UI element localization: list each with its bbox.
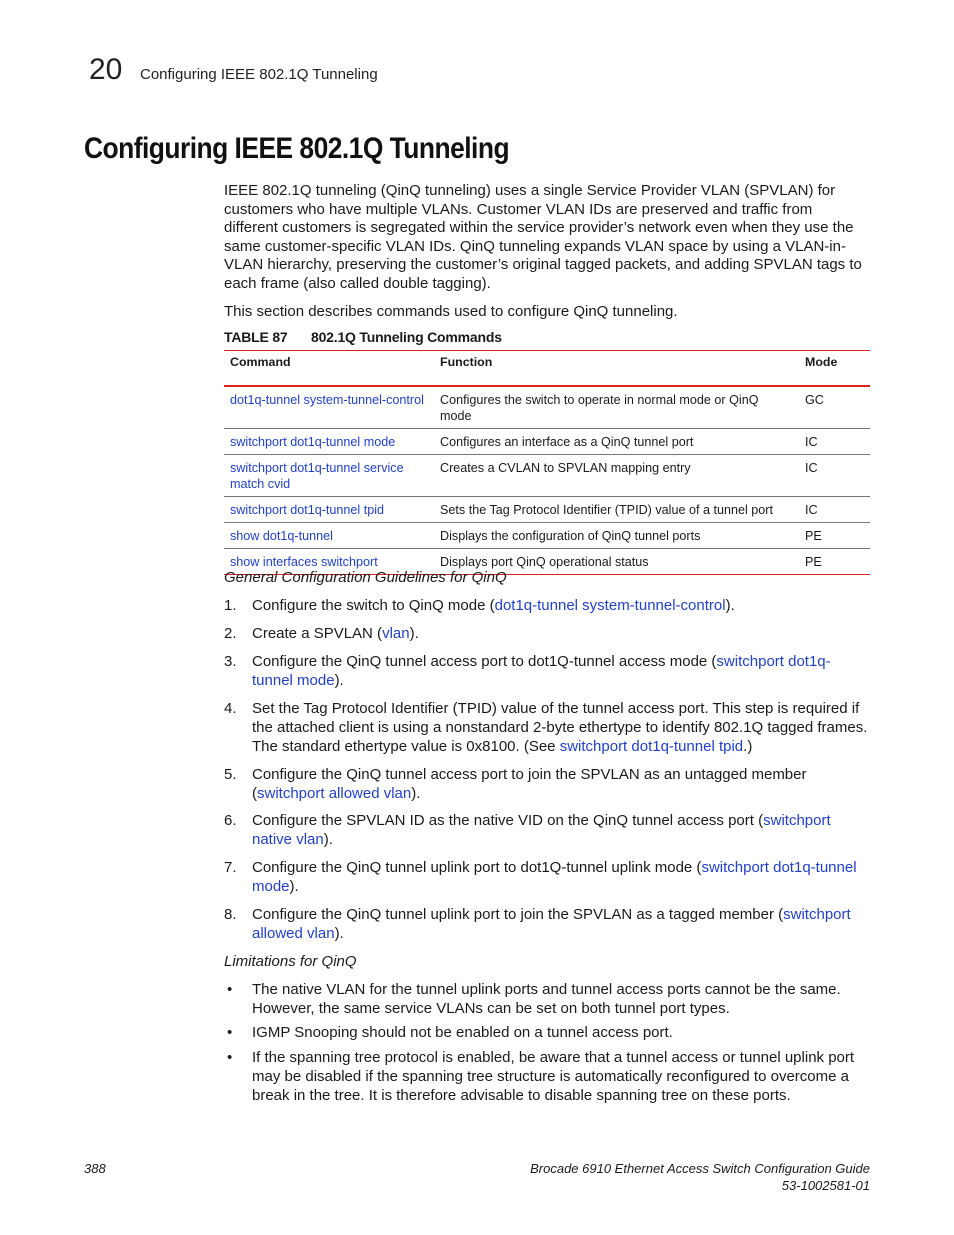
- guidelines-heading: General Configuration Guidelines for QinQ: [224, 569, 507, 586]
- command-link[interactable]: show dot1q-tunnel: [230, 529, 333, 543]
- step-text-end: .): [743, 737, 753, 755]
- table-caption-label: TABLE 87: [224, 329, 288, 345]
- step-text-end: ).: [334, 671, 344, 689]
- step-link[interactable]: switchport dot1q-tunnel mode: [252, 859, 857, 895]
- table-row: [224, 497, 870, 523]
- bullet-icon: •: [227, 1024, 233, 1041]
- function-cell: Configures the switch to operate in normal mode or QinQ mode: [440, 393, 759, 423]
- table-caption-title: 802.1Q Tunneling Commands: [311, 329, 502, 345]
- step-text: Configure the QinQ tunnel access port to dot1Q-tunnel access mode (: [252, 653, 717, 670]
- command-link[interactable]: switchport dot1q-tunnel mode: [230, 435, 396, 449]
- limitation-text: The native VLAN for the tunnel uplink ports and tunnel access ports cannot be the same. However, the same service VLANs can be set on both tunnel port types.: [252, 981, 841, 1017]
- function-cell: Displays port QinQ operational status: [440, 555, 649, 569]
- step-link[interactable]: switchport allowed vlan: [257, 784, 412, 802]
- step-text: Set the Tag Protocol Identifier (TPID) value of the tunnel access port. This step is required if the attached client is using a nonstandard 2-byte ethertype to identify 802.1Q tagged frames. The standard ethertype value is 0x8100. (See: [252, 700, 868, 755]
- step-text-end: ).: [289, 877, 299, 895]
- table-header-row: [224, 351, 870, 387]
- step-link[interactable]: switchport dot1q-tunnel mode: [252, 653, 831, 689]
- step-text: Configure the switch to QinQ mode (: [252, 597, 495, 614]
- step-text-end: ).: [409, 625, 419, 642]
- table-row: [224, 429, 870, 455]
- function-cell: Sets the Tag Protocol Identifier (TPID) value of a tunnel port: [440, 503, 773, 517]
- header-mode: Mode: [805, 355, 838, 369]
- function-cell: Displays the configuration of QinQ tunnel ports: [440, 529, 701, 543]
- function-cell: Configures an interface as a QinQ tunnel port: [440, 435, 694, 449]
- step-text-end: ).: [725, 597, 735, 614]
- step-text-end: ).: [334, 924, 344, 942]
- mode-cell: GC: [805, 393, 824, 407]
- step-link[interactable]: switchport allowed vlan: [252, 906, 851, 942]
- step-number: 8.: [224, 906, 237, 923]
- mode-cell: PE: [805, 555, 822, 569]
- page-number: 388: [84, 1161, 106, 1176]
- intro-paragraph: IEEE 802.1Q tunneling (QinQ tunneling) uses a single Service Provider VLAN (SPVLAN) for customers who have multiple VLANs. Customer VLAN IDs are preserved and traffic from different customers is segregated within the service provider’s network even when they use the same customer-specific VLAN IDs. QinQ tunneling expands VLAN space by using a VLAN-in-VLAN hierarchy, preserving the customer’s original tagged packets, and adding SPVLAN tags to each frame (also called double tagging).: [224, 182, 862, 292]
- step-link[interactable]: switchport native vlan: [252, 812, 831, 848]
- table-caption: [224, 328, 502, 346]
- step-text: Create a SPVLAN (: [252, 625, 383, 642]
- step-number: 7.: [224, 859, 237, 876]
- mode-cell: IC: [805, 461, 818, 475]
- step-link[interactable]: switchport dot1q-tunnel tpid: [559, 737, 744, 755]
- command-link[interactable]: show interfaces switchport: [230, 555, 378, 569]
- mode-cell: IC: [805, 503, 818, 517]
- step-text-end: ).: [323, 830, 333, 848]
- step-number: 6.: [224, 812, 237, 829]
- step-link[interactable]: dot1q-tunnel system-tunnel-control: [494, 597, 726, 614]
- step-text: Configure the SPVLAN ID as the native VID on the QinQ tunnel access port (: [252, 812, 764, 829]
- table-row: [224, 386, 870, 429]
- function-cell: Creates a CVLAN to SPVLAN mapping entry: [440, 461, 691, 475]
- step-text-end: ).: [411, 784, 421, 802]
- footer-guide-info: [500, 1161, 870, 1194]
- mode-cell: PE: [805, 529, 822, 543]
- step-number: 3.: [224, 653, 237, 670]
- step-number: 4.: [224, 700, 237, 717]
- step-text: Configure the QinQ tunnel uplink port to dot1Q-tunnel uplink mode (: [252, 859, 702, 876]
- chapter-number: 20: [89, 53, 123, 86]
- limitations-heading: Limitations for QinQ: [224, 953, 357, 970]
- step-link[interactable]: vlan: [382, 625, 410, 642]
- mode-cell: IC: [805, 435, 818, 449]
- header-function: Function: [440, 355, 493, 369]
- section-description: This section describes commands used to configure QinQ tunneling.: [224, 303, 678, 320]
- command-link[interactable]: switchport dot1q-tunnel service match cvid: [230, 461, 404, 491]
- command-link[interactable]: switchport dot1q-tunnel tpid: [230, 503, 385, 517]
- table-row: [224, 455, 870, 497]
- step-number: 1.: [224, 597, 237, 614]
- running-header-title: Configuring IEEE 802.1Q Tunneling: [140, 66, 378, 83]
- doc-number: 53-1002581-01: [781, 1177, 870, 1193]
- step-text: Configure the QinQ tunnel uplink port to join the SPVLAN as a tagged member (: [252, 906, 784, 923]
- guide-title: Brocade 6910 Ethernet Access Switch Configuration Guide: [530, 1161, 870, 1176]
- bullet-icon: •: [227, 1049, 233, 1066]
- limitation-text: IGMP Snooping should not be enabled on a tunnel access port.: [252, 1024, 673, 1041]
- step-text: Configure the QinQ tunnel access port to join the SPVLAN as an untagged member (: [252, 766, 807, 802]
- limitation-text: If the spanning tree protocol is enabled, be aware that a tunnel access or tunnel uplink port may be disabled if the spanning tree structure is automatically reconfigured to overcome a break in the tree. It is therefore advisable to disable spanning tree on these ports.: [252, 1049, 855, 1104]
- section-heading: Configuring IEEE 802.1Q Tunneling: [84, 132, 510, 165]
- header-command: Command: [230, 355, 291, 369]
- table-row: [224, 523, 870, 549]
- commands-table: [224, 350, 870, 575]
- step-number: 5.: [224, 766, 237, 783]
- bullet-icon: •: [227, 981, 233, 998]
- step-number: 2.: [224, 625, 237, 642]
- command-link[interactable]: dot1q-tunnel system-tunnel-control: [230, 393, 424, 407]
